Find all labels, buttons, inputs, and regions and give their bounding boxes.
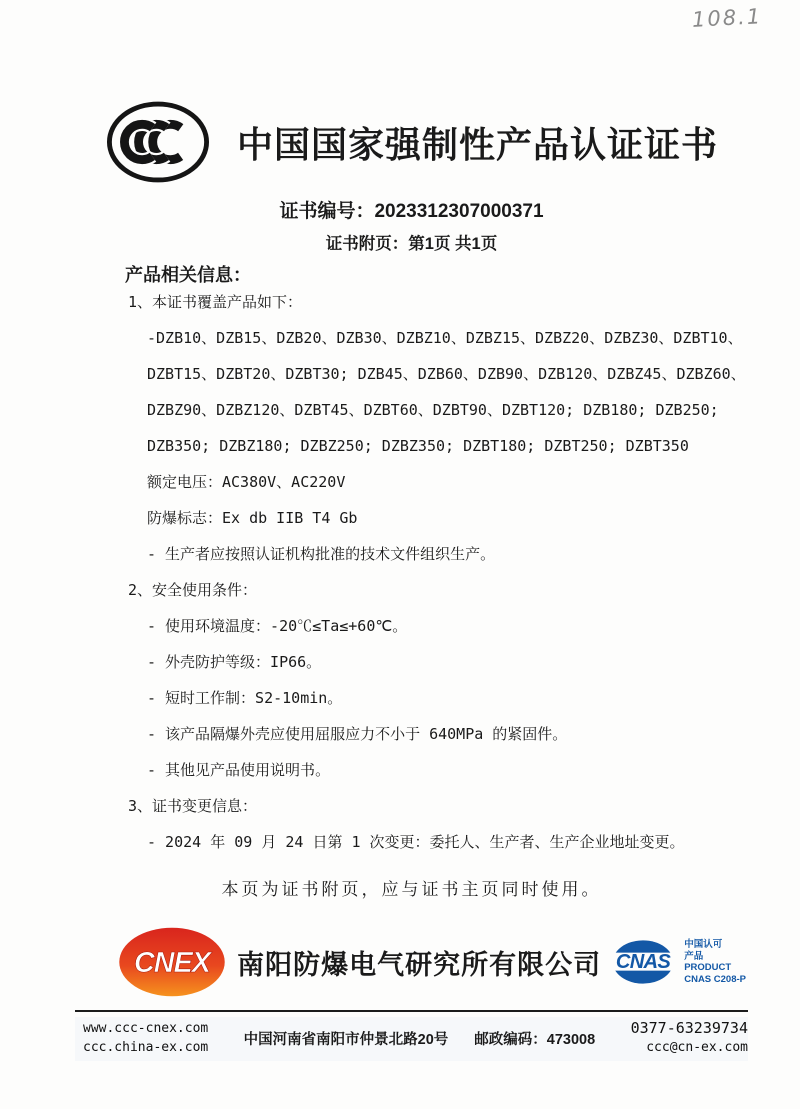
cert-number-line [75, 200, 748, 224]
content-line: - 2024 年 09 月 24 日第 1 次变更：委托人、生产者、生产企业地址变更。 [147, 833, 685, 851]
cnas-caption-line: CNAS C208-P [684, 973, 746, 985]
header [75, 86, 748, 198]
address-block [244, 1028, 596, 1049]
cert-attachment-line: 证书附页：第1页 共1页 [325, 235, 498, 253]
cnas-caption [684, 939, 746, 985]
website-list [83, 1019, 208, 1057]
website-link: ccc.china-ex.com [83, 1040, 209, 1055]
contact-row [75, 1017, 748, 1061]
content-line: DZBT15、DZBT20、DZBT30; DZB45、DZB60、DZB90、DZB120、DZBZ45、DZBZ60、 [147, 365, 746, 383]
content-line: DZB350; DZBZ180; DZBZ250; DZBZ350; DZBT180; DZBT250; DZBT350 [147, 437, 689, 455]
cnas-caption-line: PRODUCT [684, 962, 732, 973]
content-line: DZBZ90、DZBZ120、DZBT45、DZBT60、DZBT90、DZBT120; DZB180; DZB250; [147, 401, 719, 419]
page-note: 本页为证书附页，应与证书主页同时使用。 [221, 880, 602, 899]
content-line: -DZB10、DZB15、DZB20、DZB30、DZBZ10、DZBZ15、DZBZ20、DZBZ30、DZBT10、 [147, 329, 743, 347]
content-line: - 使用环境温度：-20℃≤Ta≤+60℃。 [147, 617, 408, 635]
website-link: www.ccc-cnex.com [83, 1021, 209, 1036]
postal-code: 邮政编码：473008 [474, 1031, 596, 1048]
content-line: - 其他见产品使用说明书。 [147, 761, 331, 779]
cnex-logo-icon [113, 925, 231, 999]
content-line: - 外壳防护等级：IP66。 [147, 653, 322, 671]
page-title: 中国国家强制性产品认证证书 [236, 124, 718, 165]
email-address: ccc@cn-ex.com [646, 1040, 748, 1055]
phone-email-block [631, 1019, 748, 1057]
content-line: - 短时工作制：S2-10min。 [147, 689, 343, 707]
footer-org-row [75, 922, 748, 1002]
content-line: 2、安全使用条件： [128, 581, 258, 599]
phone-number: 0377-63239734 [630, 1019, 748, 1037]
svg-text:CNEX: CNEX [134, 947, 210, 980]
footer-divider [75, 1010, 748, 1012]
cert-number-label: 证书编号： [279, 201, 375, 222]
cnas-caption-line: 中国认可 [684, 939, 723, 950]
address-text: 中国河南省南阳市仲景北路20号 [243, 1031, 449, 1048]
handwritten-annotation: 108.1 [691, 4, 763, 32]
ccc-logo-icon [105, 96, 211, 188]
cert-number-value: 2023312307000371 [374, 201, 544, 222]
cnas-logo [607, 936, 746, 988]
content-line: 额定电压：AC380V、AC220V [147, 473, 346, 491]
content-line: - 生产者应按照认证机构批准的技术文件组织生产。 [147, 545, 496, 563]
content-line: 3、证书变更信息： [128, 797, 258, 815]
content-line: 1、本证书覆盖产品如下： [128, 293, 303, 311]
content-lines [75, 294, 748, 850]
company-name: 南阳防爆电气研究所有限公司 [237, 949, 602, 980]
cnas-caption-line: 产品 [684, 950, 704, 962]
svg-text:CNAS: CNAS [616, 950, 671, 973]
cnas-logo-icon [607, 936, 679, 988]
section-heading: 产品相关信息： [125, 265, 251, 285]
content-line: 防爆标志：Ex db IIB T4 Gb [147, 509, 358, 527]
content-line: - 该产品隔爆外壳应使用屈服应力不小于 640MPa 的紧固件。 [147, 725, 568, 743]
